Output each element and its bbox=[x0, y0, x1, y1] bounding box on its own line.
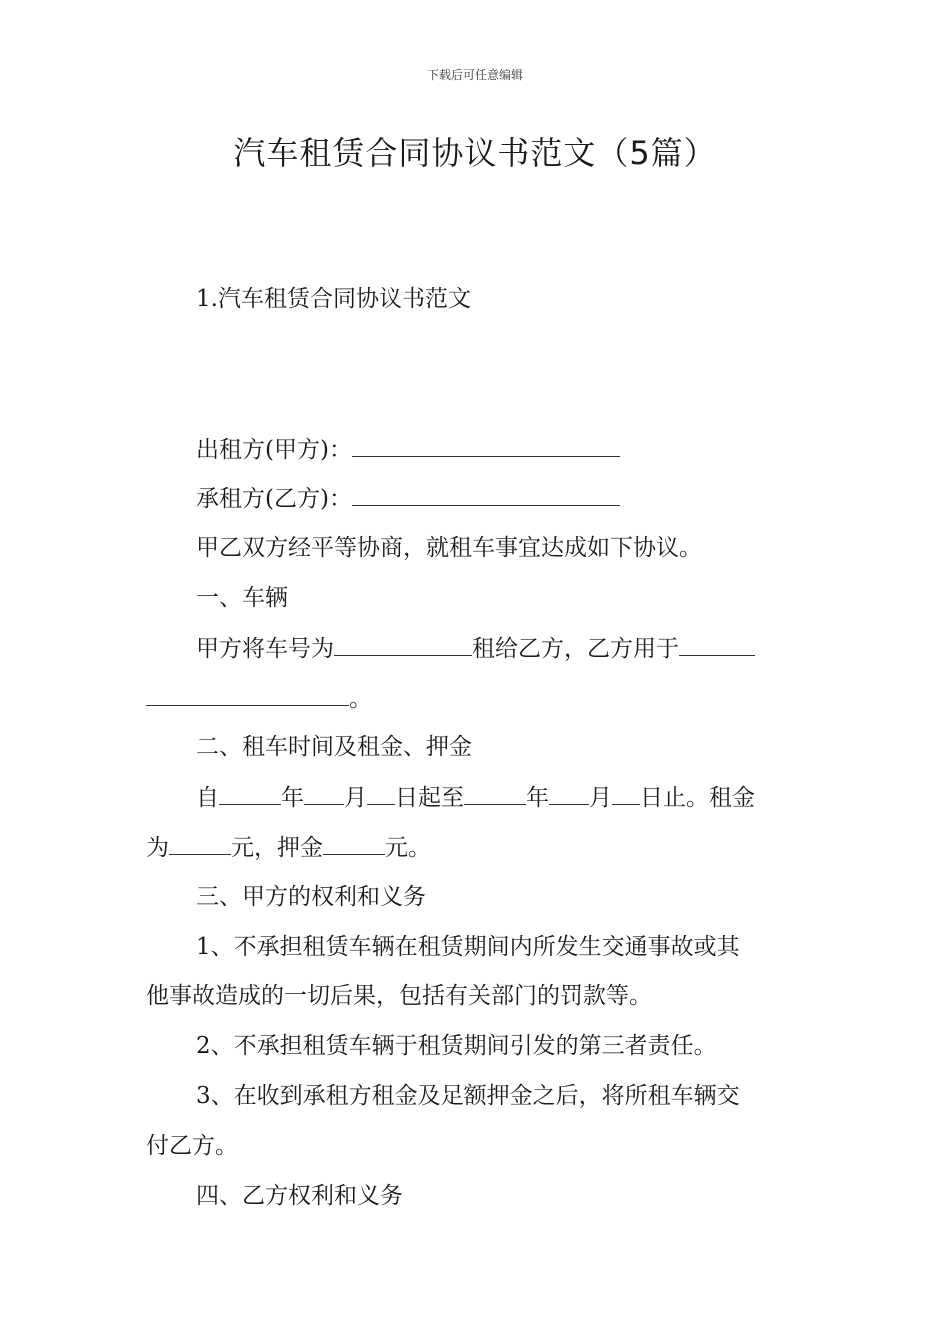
text-run: 甲方将车号为 bbox=[196, 636, 334, 662]
section-3-heading: 三、甲方的权利和义务 bbox=[196, 884, 426, 910]
text-run: 月 bbox=[589, 785, 612, 811]
section-1-heading: 一、车辆 bbox=[196, 585, 288, 611]
lessor-blank[interactable] bbox=[352, 434, 620, 457]
deposit-blank[interactable] bbox=[323, 832, 385, 855]
document-title: 汽车租赁合同协议书范文（5篇） bbox=[233, 134, 717, 172]
section-3-item-2: 2、不承担租赁车辆于租赁期间引发的第三者责任。 bbox=[196, 1033, 717, 1059]
text-run: 租给乙方，乙方用于 bbox=[472, 636, 679, 662]
section-1-line-2 bbox=[146, 683, 806, 714]
start-month-blank[interactable] bbox=[304, 782, 344, 805]
header-note: 下载后可任意编辑 bbox=[426, 68, 523, 82]
end-month-blank[interactable] bbox=[549, 782, 589, 805]
rent-blank[interactable] bbox=[169, 832, 231, 855]
usage-blank-cont[interactable] bbox=[146, 683, 349, 706]
section-1-line-1 bbox=[146, 633, 856, 664]
text-run: 元，押金 bbox=[231, 835, 323, 861]
section-heading: 1.汽车租赁合同协议书范文 bbox=[196, 286, 471, 312]
text-run: 年 bbox=[281, 785, 304, 811]
section-3-item-1-line-1: 1、不承担租赁车辆在租赁期间内所发生交通事故或其 bbox=[196, 934, 740, 960]
car-number-blank[interactable] bbox=[334, 633, 472, 656]
end-year-blank[interactable] bbox=[464, 782, 526, 805]
text-run: 年 bbox=[526, 785, 549, 811]
text-run: 日起至 bbox=[395, 785, 464, 811]
start-year-blank[interactable] bbox=[219, 782, 281, 805]
text-run: 月 bbox=[344, 785, 367, 811]
section-3-item-3-line-2: 付乙方。 bbox=[146, 1133, 238, 1159]
text-run: 自 bbox=[196, 785, 219, 811]
section-4-heading: 四、乙方权利和义务 bbox=[196, 1183, 403, 1209]
lessor-label: 出租方(甲方)： bbox=[196, 437, 352, 463]
section-2-heading: 二、租车时间及租金、押金 bbox=[196, 734, 472, 760]
section-3-item-1-line-2: 他事故造成的一切后果，包括有关部门的罚款等。 bbox=[146, 983, 652, 1009]
text-run: 日止。租金 bbox=[640, 785, 755, 811]
section-2-line-2 bbox=[146, 832, 806, 863]
text-run: 元。 bbox=[385, 835, 431, 861]
lessee-blank[interactable] bbox=[352, 483, 620, 506]
section-2-line-1 bbox=[146, 782, 856, 813]
text-run: 为 bbox=[146, 835, 169, 861]
start-day-blank[interactable] bbox=[367, 782, 395, 805]
lessee-label: 承租方(乙方)： bbox=[196, 486, 352, 512]
text-run: 。 bbox=[349, 686, 372, 712]
end-day-blank[interactable] bbox=[612, 782, 640, 805]
usage-blank[interactable] bbox=[679, 633, 755, 656]
lessee-line bbox=[146, 483, 856, 514]
lessor-line bbox=[146, 434, 856, 465]
section-3-item-3-line-1: 3、在收到承租方租金及足额押金之后，将所租车辆交 bbox=[196, 1083, 740, 1109]
intro-paragraph: 甲乙双方经平等协商，就租车事宜达成如下协议。 bbox=[196, 535, 702, 561]
